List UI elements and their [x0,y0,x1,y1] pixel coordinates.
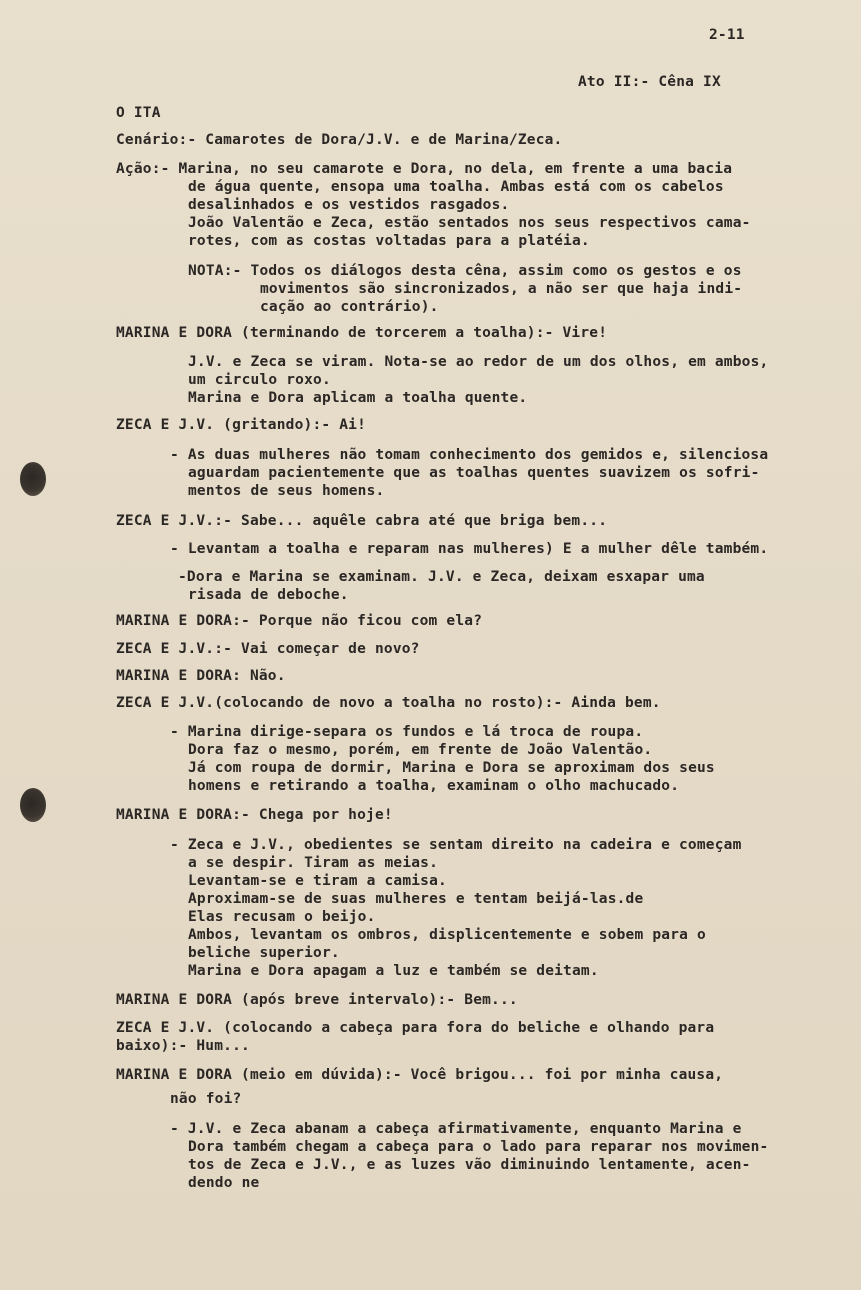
play-title: O ITA [116,105,161,121]
action-line: Ação:- Marina, no seu camarote e Dora, no dela, em frente a uma bacia [116,161,733,177]
dialogue-line: MARINA E DORA (após breve intervalo):- Bem... [116,992,518,1008]
stage-direction: - Marina dirige-separa os fundos e lá troca de roupa. [170,724,644,740]
punch-hole [20,788,46,822]
action-line: rotes, com as costas voltadas para a platéia. [188,233,590,249]
stage-direction: - Levantam a toalha e reparam nas mulheres) E a mulher dêle também. [170,541,769,557]
page-number: 2-11 [709,27,745,43]
stage-direction: Dora faz o mesmo, porém, em frente de João Valentão. [188,742,653,758]
dialogue-line: baixo):- Hum... [116,1038,250,1054]
note-line: NOTA:- Todos os diálogos desta cêna, assim como os gestos e os [188,263,742,279]
stage-direction: Elas recusam o beijo. [188,909,376,925]
dialogue-line: MARINA E DORA: Não. [116,668,286,684]
stage-direction: Marina e Dora aplicam a toalha quente. [188,390,528,406]
stage-direction: dendo ne [188,1175,260,1191]
dialogue-line: MARINA E DORA:- Porque não ficou com ela? [116,613,483,629]
dialogue-line: MARINA E DORA (terminando de torcerem a toalha):- Vire! [116,325,608,341]
stage-direction: um circulo roxo. [188,372,331,388]
dialogue-line: ZECA E J.V.(colocando de novo a toalha no rosto):- Ainda bem. [116,695,661,711]
dialogue-line: MARINA E DORA (meio em dúvida):- Você brigou... foi por minha causa, [116,1067,724,1083]
dialogue-line: ZECA E J.V.:- Vai começar de novo? [116,641,420,657]
stage-direction: a se despir. Tiram as meias. [188,855,439,871]
dialogue-line: ZECA E J.V. (gritando):- Ai! [116,417,367,433]
action-line: de água quente, ensopa uma toalha. Ambas está com os cabelos [188,179,724,195]
note-line: movimentos são sincronizados, a não ser que haja indi- [260,281,743,297]
punch-hole [20,462,46,496]
stage-direction: Ambos, levantam os ombros, displicentemente e sobem para o [188,927,706,943]
stage-direction: homens e retirando a toalha, examinam o olho machucado. [188,778,680,794]
stage-direction: Marina e Dora apagam a luz e também se deitam. [188,963,599,979]
stage-direction: Já com roupa de dormir, Marina e Dora se aproximam dos seus [188,760,715,776]
action-line: João Valentão e Zeca, estão sentados nos seus respectivos cama- [188,215,751,231]
dialogue-line: ZECA E J.V. (colocando a cabeça para fora do beliche e olhando para [116,1020,715,1036]
note-line: cação ao contrário). [260,299,439,315]
stage-direction: Levantam-se e tiram a camisa. [188,873,447,889]
dialogue-line: não foi? [170,1091,242,1107]
stage-direction: aguardam pacientemente que as toalhas quentes suavizem os sofri- [188,465,760,481]
stage-direction: Aproximam-se de suas mulheres e tentam beijá-las.de [188,891,644,907]
stage-direction: Dora também chegam a cabeça para o lado para reparar nos movimen- [188,1139,769,1155]
stage-direction: tos de Zeca e J.V., e as luzes vão diminuindo lentamente, acen- [188,1157,751,1173]
dialogue-line: MARINA E DORA:- Chega por hoje! [116,807,393,823]
stage-direction: mentos de seus homens. [188,483,385,499]
stage-direction: -Dora e Marina se examinam. J.V. e Zeca, deixam esxapar uma [178,569,705,585]
act-scene-heading: Ato II:- Cêna IX [578,74,721,90]
action-line: desalinhados e os vestidos rasgados. [188,197,510,213]
dialogue-line: ZECA E J.V.:- Sabe... aquêle cabra até que briga bem... [116,513,608,529]
scenery-line: Cenário:- Camarotes de Dora/J.V. e de Marina/Zeca. [116,132,563,148]
stage-direction: - Zeca e J.V., obedientes se sentam direito na cadeira e começam [170,837,742,853]
stage-direction: risada de deboche. [188,587,349,603]
stage-direction: - J.V. e Zeca abanam a cabeça afirmativamente, enquanto Marina e [170,1121,742,1137]
stage-direction: J.V. e Zeca se viram. Nota-se ao redor de um dos olhos, em ambos, [188,354,769,370]
stage-direction: beliche superior. [188,945,340,961]
stage-direction: - As duas mulheres não tomam conhecimento dos gemidos e, silenciosa [170,447,769,463]
